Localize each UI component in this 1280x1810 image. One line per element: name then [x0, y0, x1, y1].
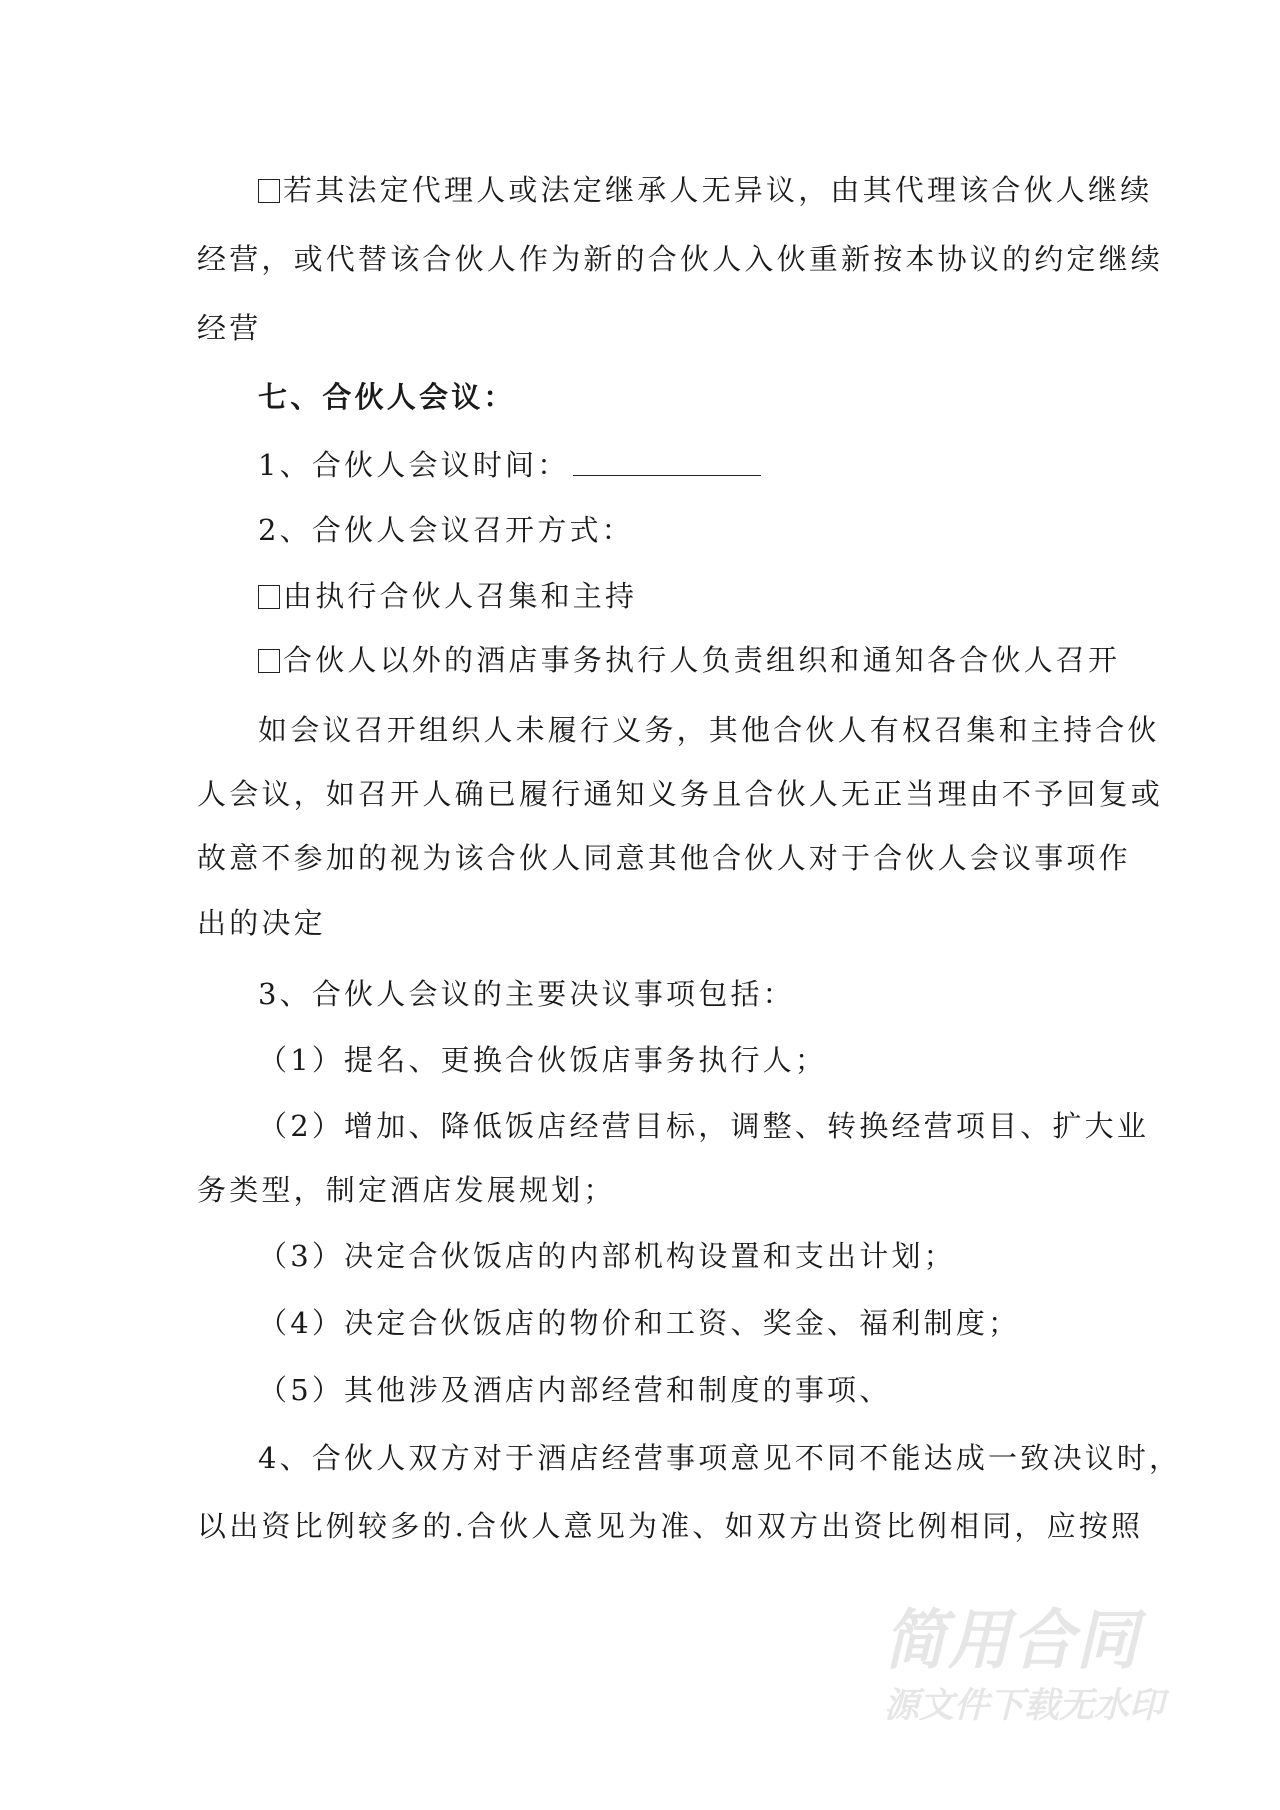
- item-meeting-method: 2、合伙人会议召开方式：: [258, 513, 634, 547]
- item-meeting-time: [258, 447, 761, 483]
- paragraph-successor-option: [258, 172, 1152, 208]
- sub-item-4: （4）决定合伙饭店的物价和工资、奖金、福利制度；: [258, 1306, 1021, 1340]
- watermark-subtitle: 源文件下载无水印: [884, 1686, 1165, 1726]
- option-hotel-executor: [258, 642, 1120, 678]
- item-disagreement: 4、合伙人双方对于酒店经营事项意见不同不能达成一致决议时，: [258, 1441, 1182, 1475]
- sub-item-2: （2）增加、降低饭店经营目标，调整、转换经营项目、扩大业: [258, 1109, 1150, 1143]
- paragraph-continuation: 故意不参加的视为该合伙人同意其他合伙人对于合伙人会议事项作: [197, 841, 1131, 875]
- sub-item-2-continuation: 务类型，制定酒店发展规划；: [197, 1173, 616, 1207]
- paragraph-continuation: 经营: [197, 311, 262, 345]
- watermark-title: 简用合同: [884, 1601, 1141, 1679]
- meeting-time-blank: [573, 447, 761, 476]
- paragraph-text: 若其法定代理人或法定继承人无异议，由其代理该合伙人继续: [283, 173, 1153, 207]
- paragraph-continuation: 人会议，如召开人确已履行通知义务且合伙人无正当理由不予回复或: [197, 777, 1164, 811]
- option-text: 由执行合伙人召集和主持: [283, 579, 638, 613]
- option-text: 合伙人以外的酒店事务执行人负责组织和通知各合伙人召开: [283, 643, 1121, 677]
- item-disagreement-continuation: 以出资比例较多的.合伙人意见为准、如双方出资比例相同，应按照: [197, 1509, 1144, 1543]
- paragraph-organizer-default: 如会议召开组织人未履行义务，其他合伙人有权召集和主持合伙: [258, 713, 1160, 747]
- checkbox-icon: [258, 649, 280, 673]
- paragraph-continuation: 经营，或代替该合伙人作为新的合伙人入伙重新按本协议的约定继续: [197, 242, 1164, 276]
- section-heading-partner-meeting: 七、合伙人会议：: [258, 380, 516, 414]
- sub-item-5: （5）其他涉及酒店内部经营和制度的事项、: [258, 1373, 892, 1407]
- option-executive-partner: [258, 578, 637, 614]
- checkbox-icon: [258, 585, 280, 609]
- sub-item-3: （3）决定合伙饭店的内部机构设置和支出计划；: [258, 1239, 956, 1273]
- sub-item-1: （1）提名、更换合伙饭店事务执行人；: [258, 1043, 828, 1077]
- item-text: 1、合伙人会议时间：: [258, 448, 570, 482]
- checkbox-icon: [258, 179, 280, 203]
- item-resolution-matters: 3、合伙人会议的主要决议事项包括：: [258, 977, 795, 1011]
- paragraph-continuation: 出的决定: [197, 906, 326, 940]
